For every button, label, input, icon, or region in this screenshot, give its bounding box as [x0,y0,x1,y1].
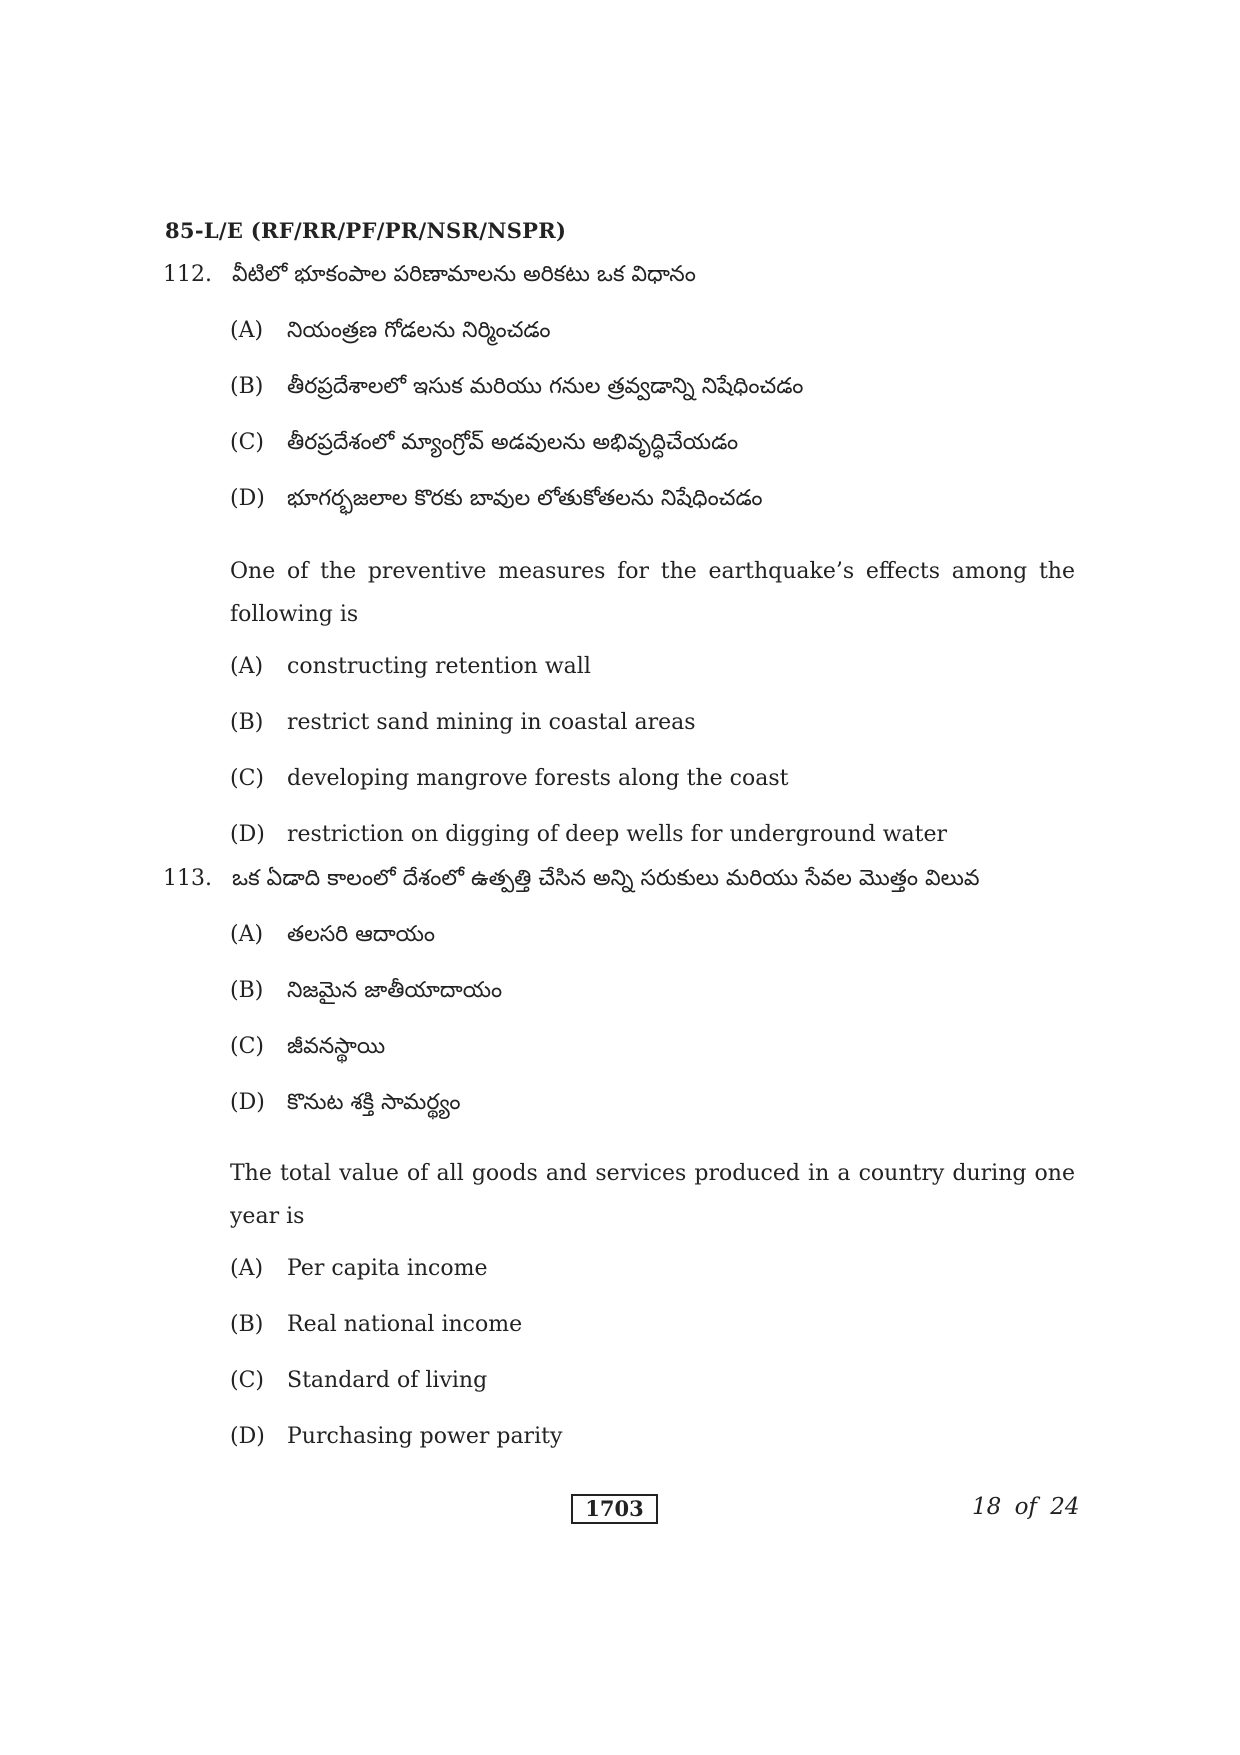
option-text: restriction on digging of deep wells for underground water [287,822,948,847]
option-letter: (B) [230,1312,264,1337]
q112-english-option-b [230,710,696,735]
option-text: Real national income [287,1312,523,1337]
option-text: constructing retention wall [287,654,591,679]
option-text: Per capita income [287,1256,488,1281]
option-text: Purchasing power parity [287,1424,563,1449]
q112-telugu-option-a [230,318,551,348]
q112-telugu-option-d [230,486,763,516]
option-letter: (D) [230,486,265,511]
q113-english-option-a [230,1256,488,1281]
option-text: కొనుట శక్తి సామర్థ్యం [287,1090,461,1115]
q112-telugu-option-b [230,374,803,404]
page-number: 18 of 24 [972,1494,1080,1520]
question-112-telugu: వీటిలో భూకంపాల పరిణామాలను అరికటు ఒక విధానం [232,262,696,287]
option-letter: (B) [230,374,264,399]
option-text: తలసరి ఆదాయం [287,922,436,947]
q113-english-option-d [230,1424,562,1449]
q113-english-option-b [230,1312,522,1337]
option-letter: (D) [230,822,265,847]
option-text: restrict sand mining in coastal areas [287,710,696,735]
option-text: నియంత్రణ గోడలను నిర్మించడం [287,318,551,343]
option-text: జీవనస్థాయి [287,1034,386,1059]
option-letter: (C) [230,1034,264,1059]
q113-telugu-option-c [230,1034,385,1064]
q113-telugu-option-b [230,978,502,1008]
q113-telugu-option-d [230,1090,461,1120]
question-number-112: 112. [163,262,212,287]
option-text: నిజమైన జాతీయాదాయం [287,978,503,1003]
option-letter: (B) [230,978,264,1003]
booklet-code-box: 1703 [571,1494,658,1524]
option-letter: (C) [230,430,264,455]
option-letter: (B) [230,710,264,735]
option-letter: (A) [230,1256,264,1281]
paper-code-header: 85-L/E (RF/RR/PF/PR/NSR/NSPR) [165,218,567,243]
option-text: భూగర్భజలాల కొరకు బావుల లోతుకోతలను నిషేధించడం [287,486,763,511]
option-text: developing mangrove forests along the coast [287,766,789,791]
question-112-english: One of the preventive measures for the earthquake’s effects among the following is [230,559,1075,627]
option-letter: (D) [230,1424,265,1449]
option-letter: (A) [230,654,264,679]
option-text: తీరప్రదేశంలో మ్యాంగ్రోవ్ అడవులను అభివృద్ధిచేయడం [287,430,739,455]
q112-english-option-d [230,822,947,847]
option-letter: (C) [230,766,264,791]
question-number-113: 113. [163,866,212,891]
option-letter: (C) [230,1368,264,1393]
q113-telugu-option-a [230,922,435,952]
q112-telugu-option-c [230,430,738,460]
q112-english-option-a [230,654,591,679]
option-letter: (A) [230,318,264,343]
option-letter: (A) [230,922,264,947]
question-113-telugu: ఒక ఏడాది కాలంలో దేశంలో ఉత్పత్తి చేసిన అన్ని సరుకులు మరియు సేవల మొత్తం విలువ [232,866,980,891]
option-letter: (D) [230,1090,265,1115]
q112-english-option-c [230,766,788,791]
option-text: Standard of living [287,1368,488,1393]
option-text: తీరప్రదేశాలలో ఇసుక మరియు గనుల త్రవ్వడాన్ని నిషేధించడం [287,374,804,399]
q113-english-option-c [230,1368,487,1393]
question-113-english: The total value of all goods and services produced in a country during one year is [230,1161,1075,1229]
